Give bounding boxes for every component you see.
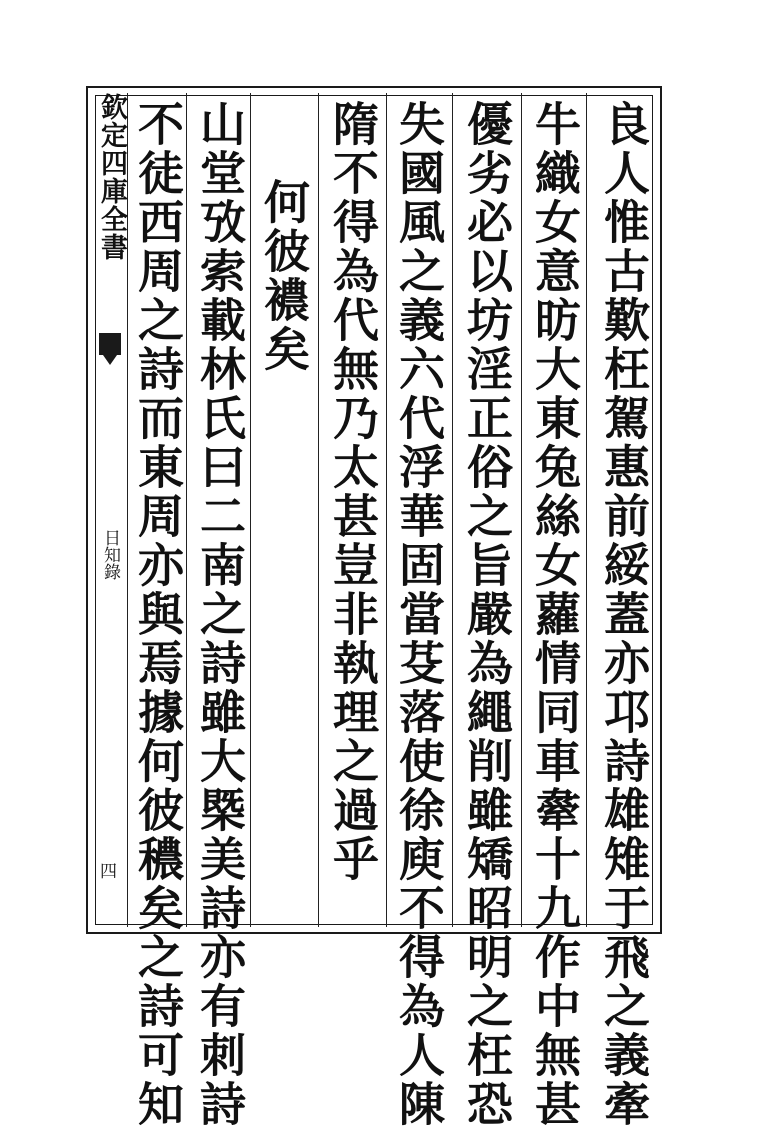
book-title: 欽定四庫全書 <box>96 93 127 261</box>
volume-title: 日知錄 <box>100 529 120 580</box>
section-heading: 何彼襛矣 <box>257 178 311 374</box>
column-rule <box>318 93 319 927</box>
column-rule <box>521 93 522 927</box>
column-rule <box>386 93 387 927</box>
column-rule <box>586 93 587 927</box>
fish-tail-notch-icon <box>103 355 117 365</box>
text-column-8: 山堂攷索載林氏曰二南之詩雖大槩美詩亦有刺詩 <box>193 100 247 1129</box>
text-column-4: 失國風之義六代浮華固當芟落使徐庾不得為人陳 <box>392 100 446 1129</box>
page-gutter <box>95 93 127 927</box>
fish-tail-mark-icon <box>99 333 121 355</box>
column-rule <box>452 93 453 927</box>
column-rule <box>250 93 251 927</box>
column-rule <box>127 93 128 927</box>
text-column-2: 牛織女意昉大東兔絲女蘿情同車舝十九作中無甚 <box>528 100 582 1129</box>
text-column-3: 優劣必以坊淫正俗之旨嚴為繩削雖矯昭明之枉恐 <box>460 100 514 1129</box>
page-number: 四 <box>100 862 117 882</box>
text-column-9: 不徒西周之詩而東周亦與焉據何彼穠矣之詩可知 <box>131 100 185 1129</box>
text-column-1: 良人惟古歎枉駕惠前綏蓋亦邛詩雄雉于飛之義牽 <box>597 100 651 1129</box>
column-rule <box>186 93 187 927</box>
text-column-5: 隋不得為代無乃太甚豈非執理之過乎 <box>326 100 380 884</box>
